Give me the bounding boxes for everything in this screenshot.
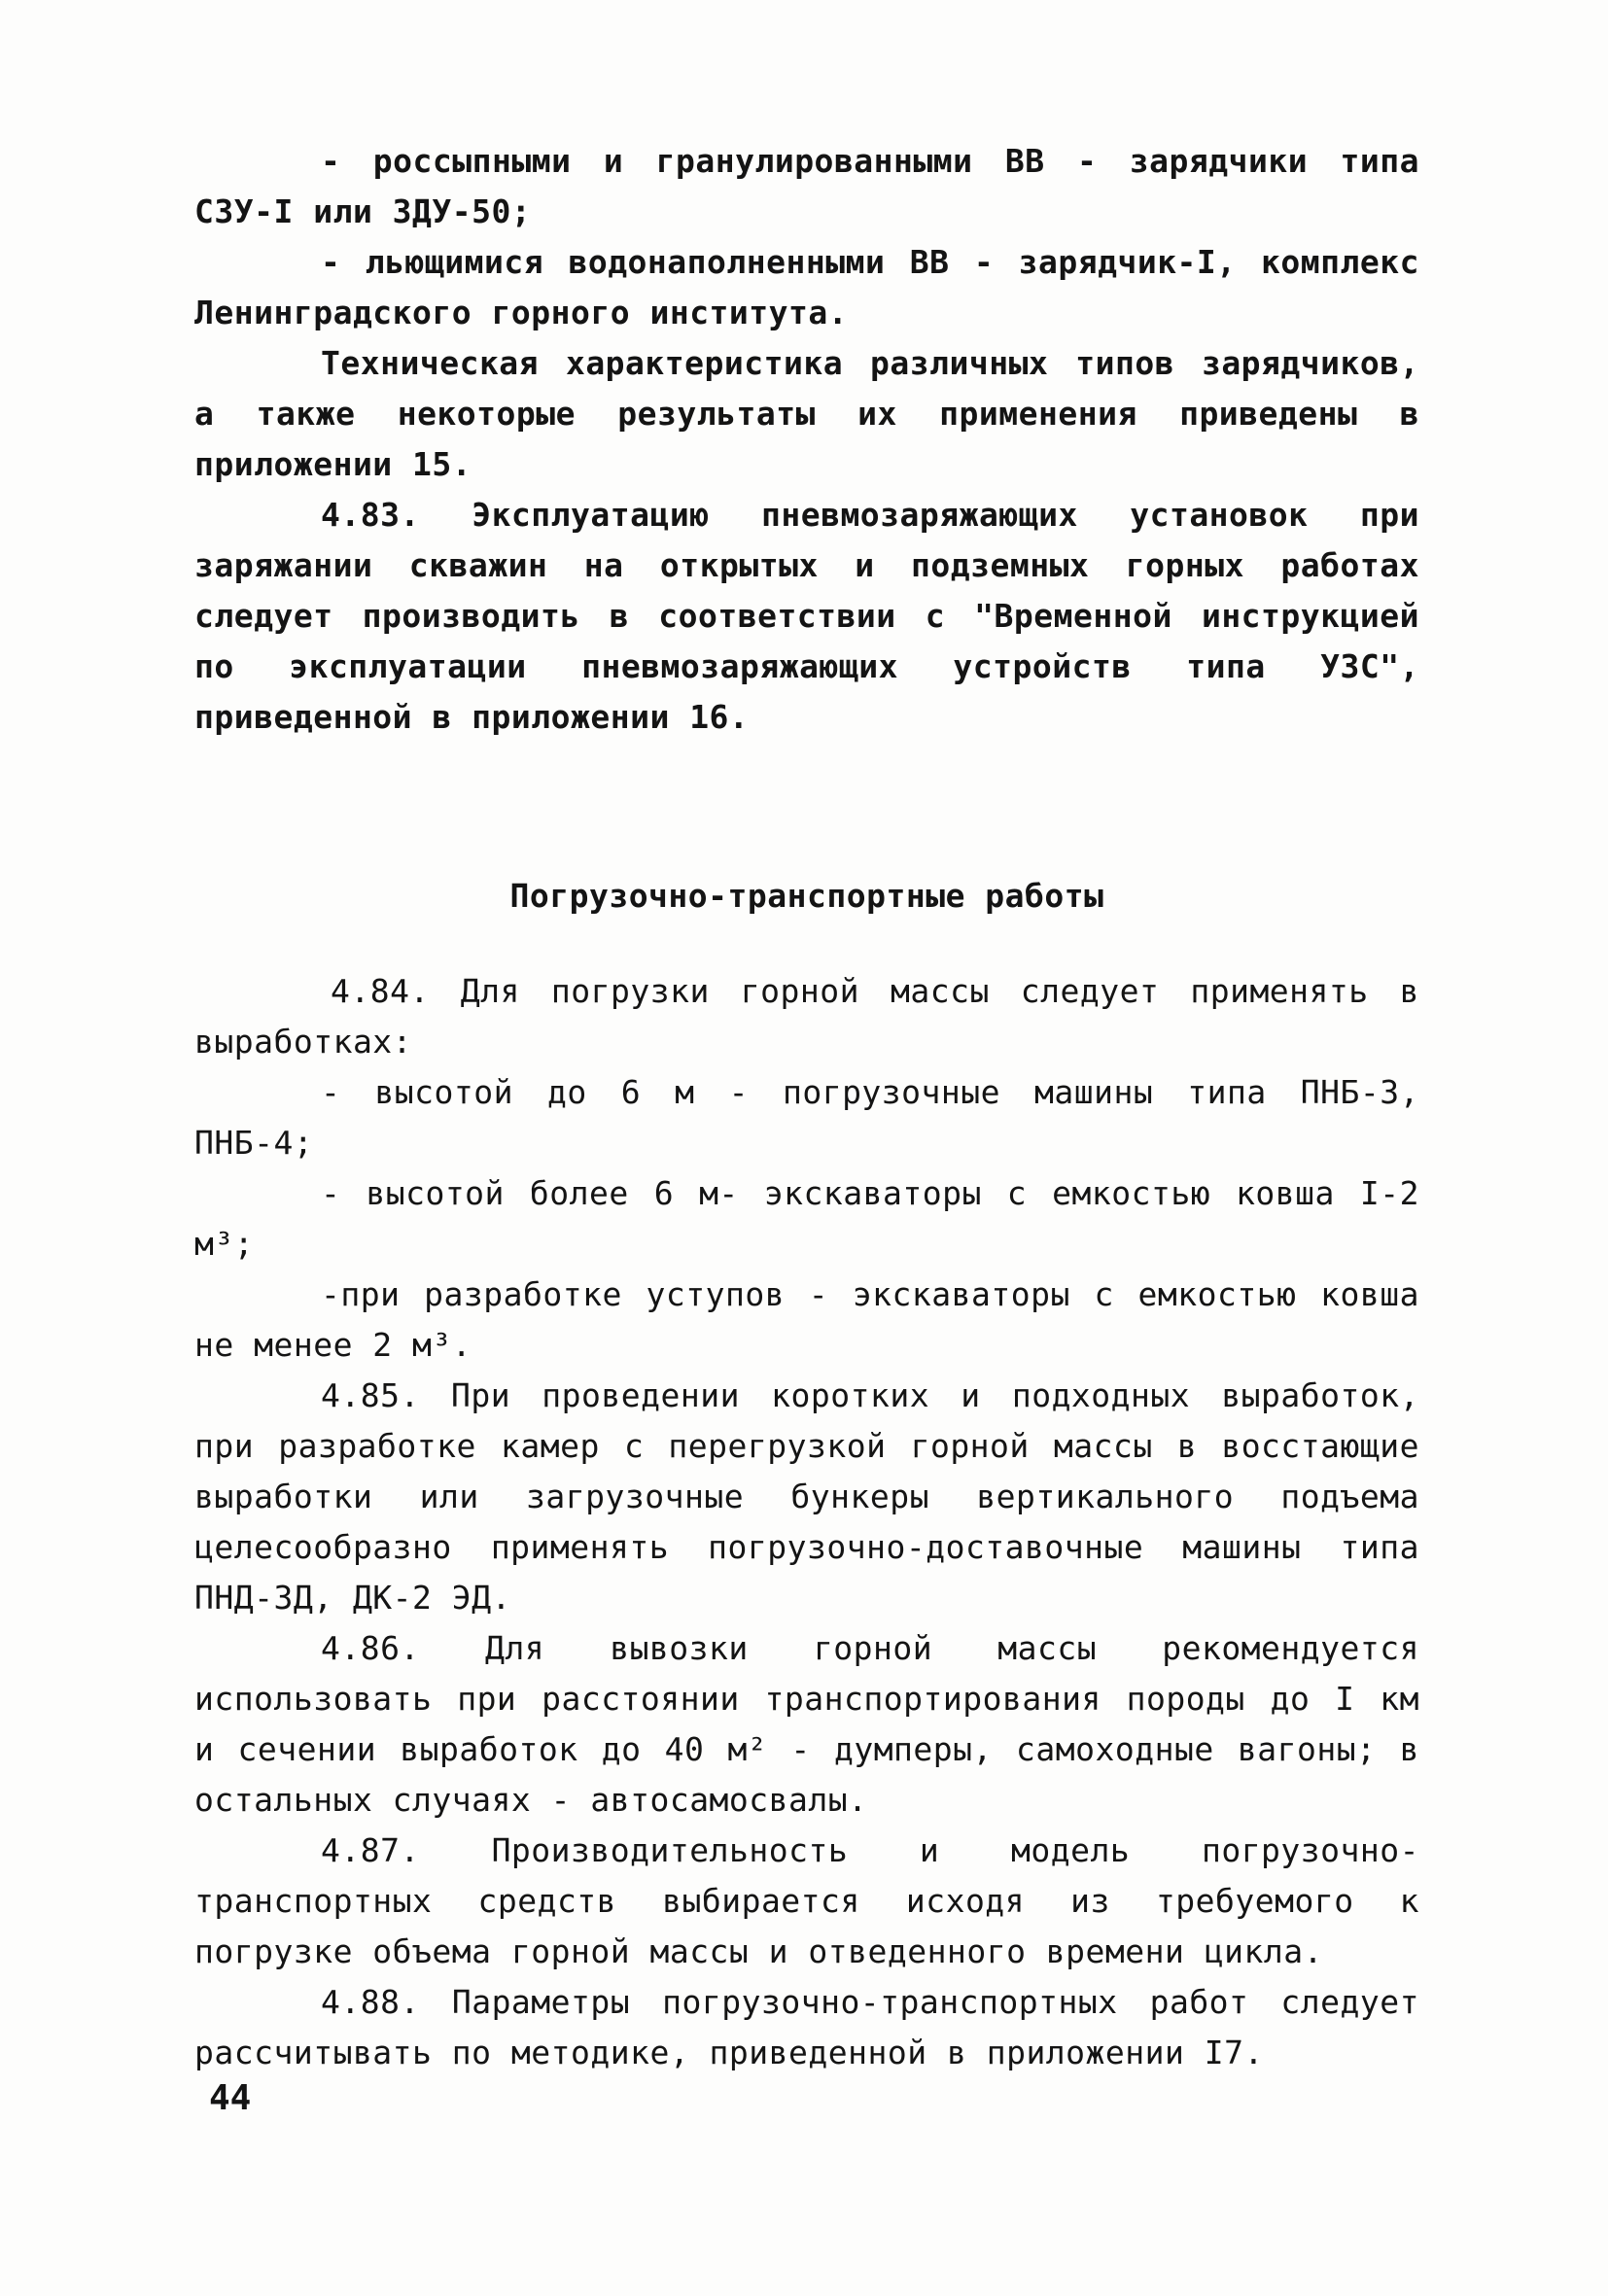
paragraph-4-84: 4.84. Для погрузки горной массы следует применять в выработках:	[194, 972, 1419, 1061]
section-heading: Погрузочно-транспортные работы	[509, 877, 1104, 915]
page-body	[194, 136, 1419, 2078]
paragraph-charger-liquid: - льющимися водонаполненными ВВ - зарядчик-I, комплекс Ленинградского горного института.	[194, 243, 1419, 331]
paragraph-4-85: 4.85. При проведении коротких и подходных выработок, при разработке камер с перегрузкой горной массы в восстающие выработки или загрузочные бункеры вертикального подъема целесообразно применять погрузочно-доставочные машины типа ПНД-3Д, ДК-2 ЭД.	[194, 1376, 1419, 1617]
paragraph-charger-bulk: - россыпными и гранулированными ВВ - зарядчики типа СЗУ-I или ЗДУ-50;	[194, 142, 1419, 230]
paragraph-height-over-6m: - высотой более 6 м- экскаваторы с емкостью ковша I-2 м³;	[194, 1174, 1419, 1263]
paragraph-4-83: 4.83. Эксплуатацию пневмозаряжающих установок при заряжании скважин на открытых и подземных горных работах следует производить в соответствии с "Временной инструкцией по эксплуатации пневмозаряжающих устройств типа УЗС", приведенной в приложении 16.	[194, 496, 1419, 736]
paragraph-bench-excavation: -при разработке уступов - экскаваторы с емкостью ковша не менее 2 м³.	[194, 1275, 1419, 1364]
page-number: 44	[209, 2078, 252, 2118]
paragraph-technical-characteristics: Техническая характеристика различных типов зарядчиков, а также некоторые результаты их применения приведены в приложении 15.	[194, 344, 1419, 483]
paragraph-4-88: 4.88. Параметры погрузочно-транспортных работ следует рассчитывать по методике, приведенной в приложении I7.	[194, 1983, 1419, 2071]
paragraph-height-up-to-6m: - высотой до 6 м - погрузочные машины типа ПНБ-3, ПНБ-4;	[194, 1073, 1419, 1162]
paragraph-4-86: 4.86. Для вывозки горной массы рекомендуется использовать при расстоянии транспортирования породы до I км и сечении выработок до 40 м² - думперы, самоходные вагоны; в остальных случаях - автосамосвалы.	[194, 1629, 1419, 1819]
paragraph-4-87: 4.87. Производительность и модель погрузочно-транспортных средств выбирается исходя из требуемого к погрузке объема горной массы и отведенного времени цикла.	[194, 1831, 1419, 1970]
